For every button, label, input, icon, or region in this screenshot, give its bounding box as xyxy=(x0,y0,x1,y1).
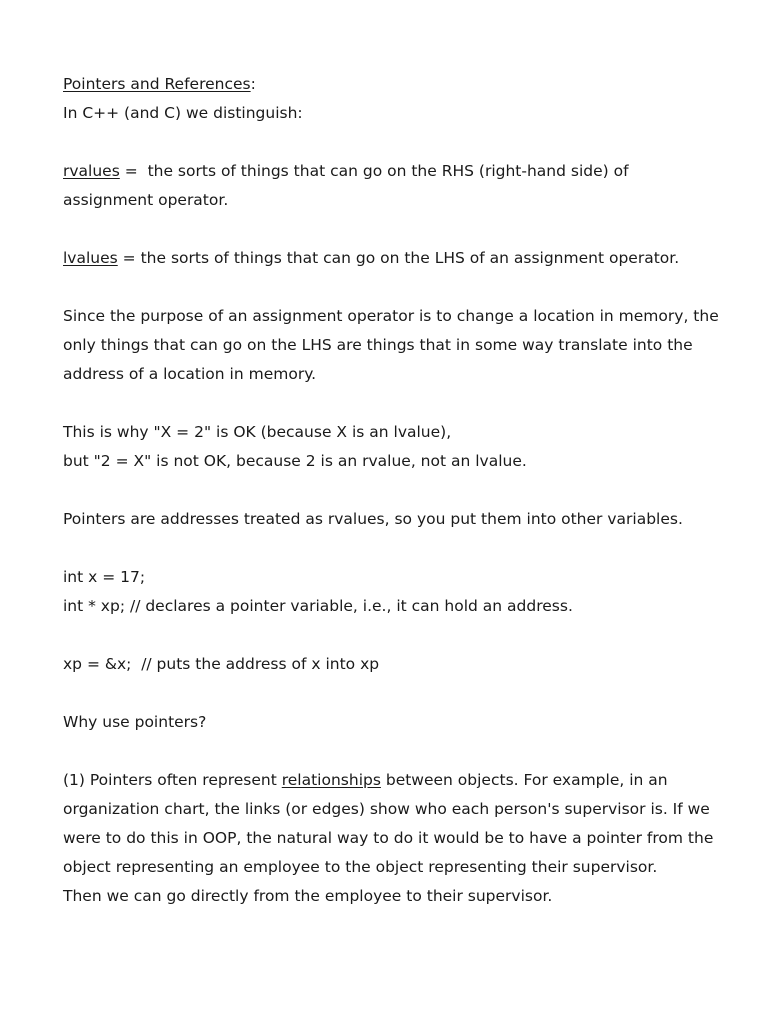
code-line-3: xp = &x; // puts the address of x into xp xyxy=(63,655,380,673)
spacer xyxy=(63,215,723,244)
example-line-2: but "2 = X" is not OK, because 2 is an rvalue, not an lvalue. xyxy=(63,452,527,470)
spacer xyxy=(63,389,723,418)
reason-1-prefix: (1) Pointers often represent xyxy=(63,771,282,789)
rvalues-term: rvalues xyxy=(63,162,120,180)
rvalues-definition-line-1 xyxy=(63,157,723,186)
purpose-line-1: Since the purpose of an assignment operator is to change a location in memory, the xyxy=(63,307,719,325)
title-colon: : xyxy=(250,75,256,93)
reason-1-line-5: Then we can go directly from the employee to their supervisor. xyxy=(63,887,553,905)
reason-1-line-4: object representing an employee to the object representing their supervisor. xyxy=(63,858,658,876)
spacer xyxy=(63,621,723,650)
code-line-1: int x = 17; xyxy=(63,568,146,586)
lvalues-definition: = the sorts of things that can go on the LHS of an assignment operator. xyxy=(117,249,680,267)
spacer xyxy=(63,534,723,563)
heading-line xyxy=(63,70,723,99)
reason-1-line-2: organization chart, the links (or edges) show who each person's supervisor is. If we xyxy=(63,800,710,818)
document-body xyxy=(63,70,723,911)
spacer xyxy=(63,128,723,157)
purpose-line-2: only things that can go on the LHS are things that in some way translate into the xyxy=(63,336,693,354)
reason-1-line-3: were to do this in OOP, the natural way to do it would be to have a pointer from the xyxy=(63,829,714,847)
rvalues-definition: = the sorts of things that can go on the RHS (right-hand side) of xyxy=(119,162,629,180)
why-heading: Why use pointers? xyxy=(63,713,207,731)
pointers-intro: Pointers are addresses treated as rvalues, so you put them into other variables. xyxy=(63,510,683,528)
example-line-1: This is why "X = 2" is OK (because X is an lvalue), xyxy=(63,423,452,441)
page-title: Pointers and References xyxy=(63,75,251,93)
rvalues-definition-line-2: assignment operator. xyxy=(63,191,229,209)
purpose-line-3: address of a location in memory. xyxy=(63,365,317,383)
lvalues-definition-line xyxy=(63,244,723,273)
spacer xyxy=(63,679,723,708)
spacer xyxy=(63,476,723,505)
spacer xyxy=(63,737,723,766)
reason-1-line-1 xyxy=(63,766,723,795)
spacer xyxy=(63,273,723,302)
code-line-2: int * xp; // declares a pointer variable, i.e., it can hold an address. xyxy=(63,597,573,615)
lvalues-term: lvalues xyxy=(63,249,118,267)
relationships-term: relationships xyxy=(281,771,381,789)
intro-text: In C++ (and C) we distinguish: xyxy=(63,104,303,122)
reason-1-suffix: between objects. For example, in an xyxy=(380,771,668,789)
